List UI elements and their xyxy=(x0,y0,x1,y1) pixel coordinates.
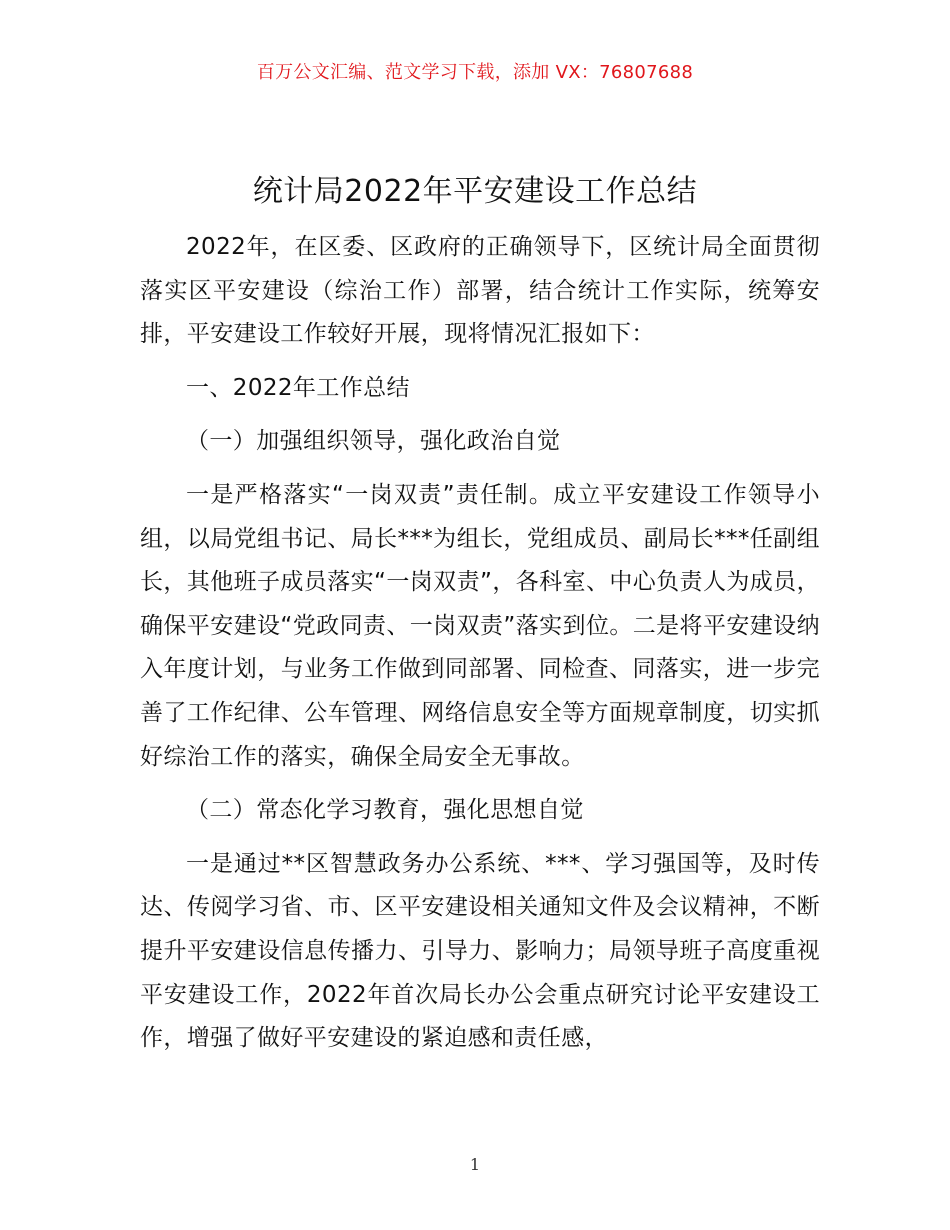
section-heading-1: 一、2022年工作总结 xyxy=(186,374,410,401)
paragraph-intro: 2022年，在区委、区政府的正确领导下，区统计局全面贯彻落实区平安建设（综治工作）部署，结合统计工作实际，统筹安排，平安建设工作较好开展，现将情况汇报如下： xyxy=(140,234,820,348)
paragraph-organization: 一是严格落实“一岗双责”责任制。成立平安建设工作领导小组，以局党组书记、局长***为组长，党组成员、副局长***任副组长，其他班子成员落实“一岗双责”，各科室、中心负责人为成员，确保平安建设“党政同责、一岗双责”落实到位。二是将平安建设纳入年度计划，与业务工作做到同部署、同检查、同落实，进一步完善了工作纪律、公车管理、网络信息安全等方面规章制度，切实抓好综治工作的落实，确保全局安全无事故。 xyxy=(140,481,820,770)
subsection-heading-1: （一）加强组织领导，强化政治自觉 xyxy=(186,428,561,455)
paragraph-education: 一是通过**区智慧政务办公系统、***、学习强国等，及时传达、传阅学习省、市、区平安建设相关通知文件及会议精神，不断提升平安建设信息传播力、引导力、影响力；局领导班子高度重视平安建设工作，2022年首次局长办公会重点研究讨论平安建设工作，增强了做好平安建设的紧迫感和责任感， xyxy=(140,850,820,1052)
document-title: 统计局2022年平安建设工作总结 xyxy=(252,174,698,209)
subsection-heading-2: （二）常态化学习教育，强化思想自觉 xyxy=(186,797,584,824)
header-watermark: 百万公文汇编、范文学习下载，添加 VX：76807688 xyxy=(256,62,694,83)
document-body xyxy=(140,226,820,1071)
page-number: 1 xyxy=(469,1155,481,1174)
